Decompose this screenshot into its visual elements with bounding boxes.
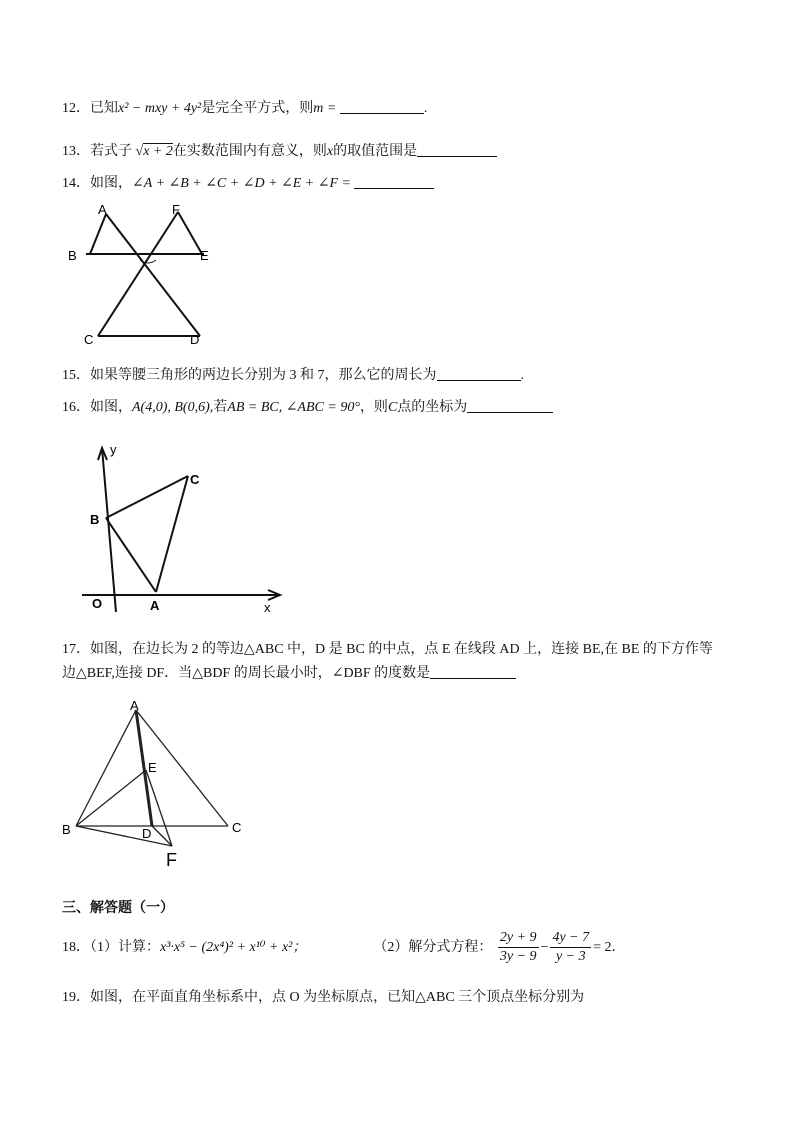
- segment-CA: [156, 476, 188, 592]
- label-F: F: [166, 850, 177, 870]
- answer-blank-14[interactable]: [354, 174, 434, 189]
- label-y: y: [110, 442, 117, 457]
- label-x: x: [264, 600, 271, 615]
- label-O: O: [92, 596, 103, 611]
- label-B: B: [62, 822, 71, 837]
- segment-A-cross: [106, 214, 200, 336]
- question-17-line-2: 边△BEF,连接 DF．当△BDF 的周长最小时，∠DBF 的度数是: [62, 664, 516, 684]
- sqrt-symbol: √: [135, 144, 144, 159]
- label-A: A: [150, 598, 160, 613]
- question-16: 16．如图，A(4,0), B(0,6),若AB = BC, ∠ABC = 90°，则C点的坐标为: [62, 398, 553, 418]
- label-C: C: [84, 332, 94, 347]
- question-19: 19．如图，在平面直角坐标系中，点 O 为坐标原点，已知△ABC 三个顶点坐标分别为: [62, 990, 585, 1005]
- section-3-title: 三、解答题（一）: [62, 900, 174, 916]
- answer-blank-15[interactable]: [437, 366, 521, 381]
- fraction-1: $\frac{2y + 9}{3y - 9}$: [499, 930, 537, 965]
- label-E: E: [200, 248, 209, 263]
- segment-FE: [178, 212, 202, 254]
- question-12: 12．已知x² − mxy + 4y²是完全平方式，则m = .: [62, 101, 428, 116]
- label-C: C: [190, 472, 200, 487]
- segment-A-down: [90, 214, 106, 254]
- label-F: F: [172, 202, 180, 217]
- segment-AB: [76, 710, 136, 826]
- label-A: A: [130, 698, 139, 713]
- label-B: B: [68, 248, 77, 263]
- question-15: 15．如果等腰三角形的两边长分别为 3 和 7，那么它的周长为 .: [62, 368, 524, 383]
- figure-14: [60, 202, 220, 352]
- fraction-2: $\frac{4y - 7}{y - 3}$: [552, 930, 590, 965]
- answer-blank-17[interactable]: [430, 664, 516, 679]
- question-18: 18．（1）计算：x³·x⁵ − (2x⁴)² + x¹⁰ + x²； （2）解分式方程： $\frac{2y + 9}{3y - 9}$ − $\frac{4y - 7}{y - 3}$ = 2．: [62, 930, 626, 965]
- answer-blank-12[interactable]: [340, 99, 424, 114]
- segment-BE: [76, 770, 146, 826]
- answer-blank-16[interactable]: [467, 398, 553, 413]
- label-E: E: [148, 760, 157, 775]
- figure-17: [60, 700, 260, 870]
- segment-F-cross: [98, 212, 178, 336]
- label-D: D: [142, 826, 152, 841]
- segment-BF: [76, 826, 172, 846]
- answer-blank-13[interactable]: [417, 142, 497, 157]
- segment-BC: [106, 476, 188, 518]
- question-17-line-1: 17．如图，在边长为 2 的等边△ABC 中，D 是 BC 的中点，点 E 在线段 AD 上，连接 BE,在 BE 的下方作等: [62, 642, 713, 657]
- question-14: 14．如图，∠A + ∠B + ∠C + ∠D + ∠E + ∠F =: [62, 174, 434, 194]
- label-A: A: [98, 202, 107, 217]
- question-13: 13．若式子 √x + 2在实数范围内有意义，则x的取值范围是: [62, 142, 497, 162]
- q12-expression: x² − mxy + 4y²: [118, 101, 202, 116]
- label-C: C: [232, 820, 242, 835]
- label-D: D: [190, 332, 200, 347]
- label-B: B: [90, 512, 100, 527]
- figure-16: [78, 440, 288, 620]
